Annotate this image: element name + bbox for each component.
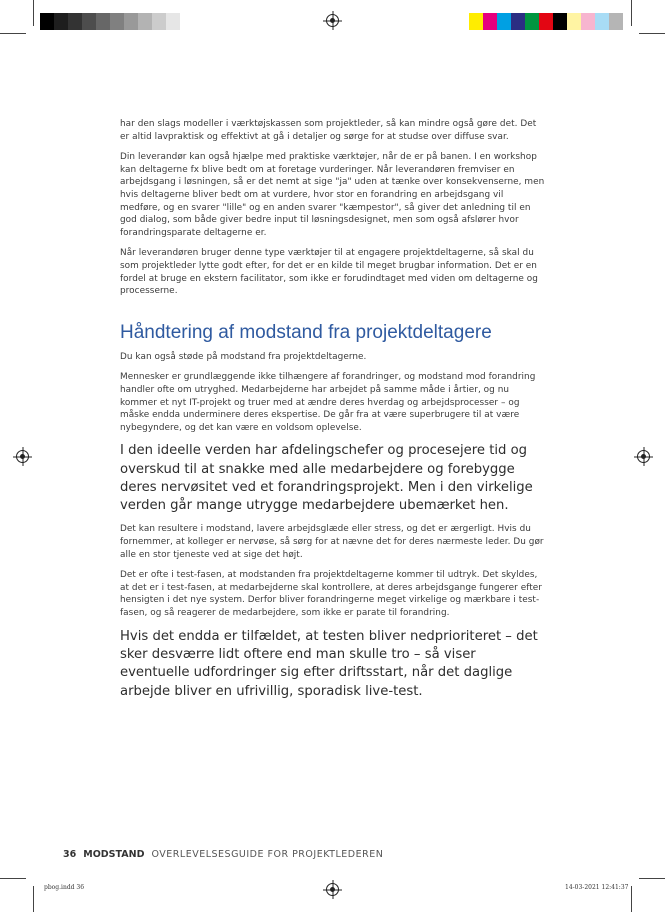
color-swatch: [497, 13, 511, 30]
color-swatch: [553, 13, 567, 30]
slug-timestamp: 14-03-2021 12:41:37: [565, 884, 629, 891]
crop-mark-icon: [33, 0, 34, 26]
footer-title: OVERLEVELSESGUIDE FOR PROJEKTLEDEREN: [151, 849, 384, 860]
pull-quote: Hvis det endda er tilfældet, at testen bliver nedprioriteret – det sker desværre lidt oftere end man skulle tro – så viser eventuelle udfordringer sig efter driftsstart, når det daglige arbejde bliver en ufrivillig, sporadisk live-test.: [120, 628, 538, 699]
color-swatch: [539, 13, 553, 30]
registration-mark-bottom-icon: [326, 883, 339, 896]
color-swatch: [469, 13, 483, 30]
crop-mark-icon: [33, 886, 34, 912]
page-footer: [63, 849, 383, 861]
crop-mark-icon: [639, 878, 665, 879]
color-swatch: [68, 13, 82, 30]
paragraph: Din leverandør kan også hjælpe med praktiske værktøjer, når de er på banen. I en workshop kan deltagerne fx blive bedt om at foretage vurderinger. Når leverandøren fremviser en arbejdsgang i løsningen, så er det nemt at sige "ja" uden at tænke over konsekvenserne, men hvis deltagerne bliver bedt om at vurdere, hvor stor en forandring en arbejdsgang vil medføre, og en svarer "lille" og en anden svarer "kæmpestor", så giver det anledning til en god dialog, som både giver bedre input til løsningsdesignet, men som også afslører hvor forandringsparate deltagerne er.: [120, 152, 545, 238]
crop-mark-icon: [0, 33, 26, 34]
registration-mark-left-icon: [16, 450, 29, 463]
page-content: [120, 118, 546, 709]
paragraph: Det kan resultere i modstand, lavere arbejdsglæde eller stress, og det er ærgerligt. Hvis du fornemmer, at kolleger er nervøse, så sørg for at nævne det for deres nærmeste leder. Du gør alle en stor tjeneste ved at sige det højt.: [120, 524, 544, 560]
color-swatch: [567, 13, 581, 30]
color-swatch: [581, 13, 595, 30]
color-swatch: [138, 13, 152, 30]
color-swatch: [40, 13, 54, 30]
paragraph: Du kan også støde på modstand fra projektdeltagerne.: [120, 351, 367, 362]
section-heading: Håndtering af modstand fra projektdeltagere: [120, 321, 492, 343]
color-swatch: [483, 13, 497, 30]
paragraph: har den slags modeller i værktøjskassen som projektleder, så kan mindre også gøre det. Det er altid lavpraktisk og effektivt at gå i detaljer og sørge for at studse over diffuse svar.: [120, 119, 537, 142]
gray-color-bar: [40, 13, 180, 30]
color-swatch: [82, 13, 96, 30]
color-swatch: [511, 13, 525, 30]
process-color-bar: [469, 13, 623, 30]
color-swatch: [54, 13, 68, 30]
color-swatch: [525, 13, 539, 30]
registration-mark-top-icon: [326, 14, 339, 27]
registration-mark-right-icon: [637, 450, 650, 463]
paragraph: Mennesker er grundlæggende ikke tilhængere af forandringer, og modstand mod forandring handler ofte om utryghed. Medarbejderne har arbejdet på samme måde i årtier, og nu kommer et nyt IT-projekt og truer med at ændre deres hverdag og arbejdsprocesser – og måske endda underminere deres ekspertise. De går fra at være superbrugere til at være nybegyndere, og det kan være en voldsom oplevelse.: [120, 372, 536, 433]
paragraph: Det er ofte i test-fasen, at modstanden fra projektdeltagerne kommer til udtryk. Det skyldes, at det er i test-fasen, at medarbejderne skal kontrollere, at deres arbejdsgange fungerer efter hensigten i det nye system. Derfor bliver forandringerne meget virkelige og mærkbare i test-fasen, og så reagerer de medarbejdere, som ikke er parate til forandring.: [120, 570, 542, 619]
color-swatch: [152, 13, 166, 30]
color-swatch: [124, 13, 138, 30]
crop-mark-icon: [631, 886, 632, 912]
crop-mark-icon: [639, 33, 665, 34]
color-swatch: [96, 13, 110, 30]
page-number: 36: [63, 849, 77, 860]
color-swatch: [110, 13, 124, 30]
crop-mark-icon: [0, 878, 26, 879]
crop-mark-icon: [631, 0, 632, 26]
color-swatch: [609, 13, 623, 30]
color-swatch: [595, 13, 609, 30]
pull-quote: I den ideelle verden har afdelingschefer og procesejere tid og overskud til at snakke med alle medarbejdere og forebygge deres nervøsitet ved et forandringsprojekt. Men i den virkelige verden går mange utrygge medarbejdere ubemærket hen.: [120, 443, 533, 514]
color-swatch: [166, 13, 180, 30]
footer-section: MODSTAND: [83, 849, 145, 860]
slug-file: pbog.indd 36: [44, 884, 85, 891]
paragraph: Når leverandøren bruger denne type værktøjer til at engagere projektdeltagerne, så skal du som projektleder lytte godt efter, for det er en kilde til meget brugbar information. Det er en fordel at bruge en ekstern facilitator, som ikke er forudindtaget med viden om deltagerne og processerne.: [120, 248, 538, 297]
